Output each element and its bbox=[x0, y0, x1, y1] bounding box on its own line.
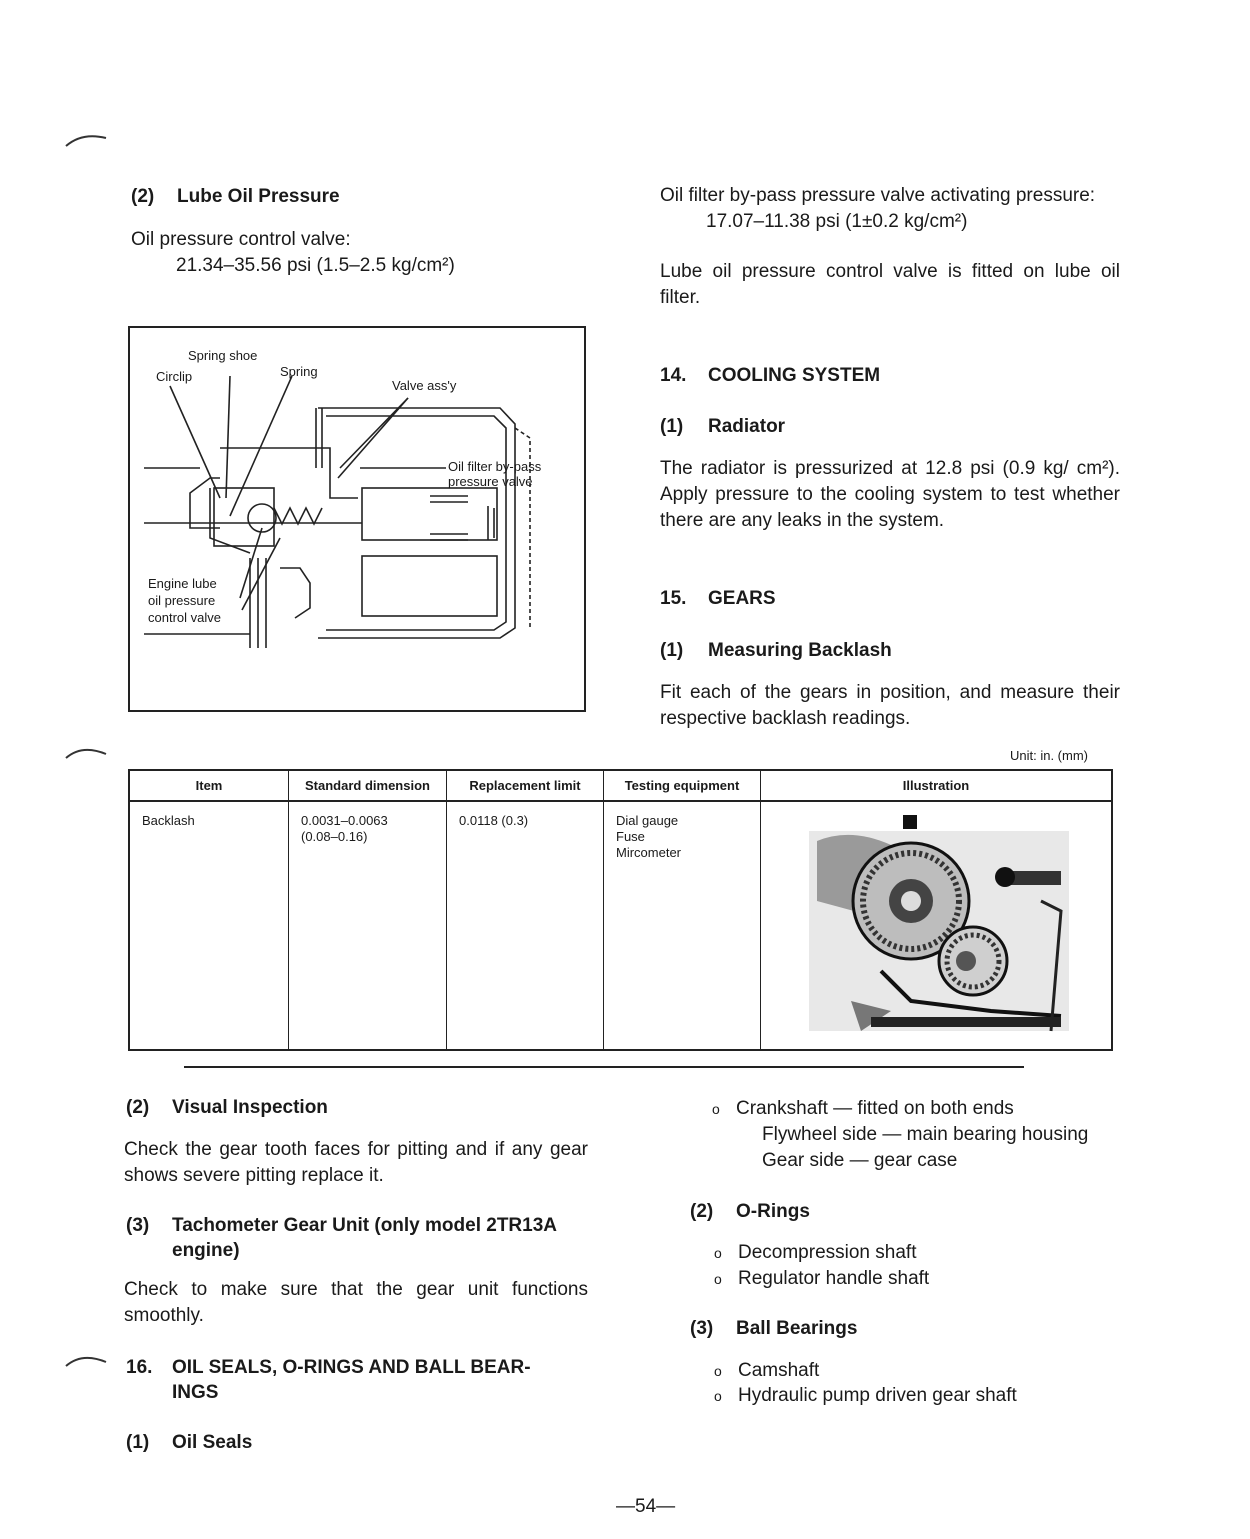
measuring-backlash-heading bbox=[660, 638, 892, 664]
equipment-item: Dial gauge bbox=[616, 813, 679, 828]
tachometer-text: Check to make sure that the gear unit functions smoothly. bbox=[124, 1279, 588, 1326]
label-spring-shoe: Spring shoe bbox=[188, 348, 258, 363]
section-number: (3) bbox=[690, 1318, 714, 1339]
equipment-item: Mircometer bbox=[616, 845, 682, 860]
label-bypass-line2: pressure valve bbox=[448, 474, 533, 489]
equipment-item: Fuse bbox=[616, 829, 645, 844]
oil-pressure-valve-value: 21.34–35.56 psi (1.5–2.5 kg/cm²) bbox=[176, 255, 455, 276]
visual-inspection-heading bbox=[126, 1095, 328, 1121]
section-title: Visual Inspection bbox=[172, 1097, 328, 1118]
section-title: GEARS bbox=[708, 588, 776, 609]
cell-item bbox=[130, 801, 289, 1049]
crankshaft-item bbox=[712, 1096, 1014, 1122]
backlash-text: Fit each of the gears in position, and measure their respective backlash readings. bbox=[660, 682, 1120, 729]
section-number: 14. bbox=[660, 365, 687, 386]
label-valve-assy: Valve ass'y bbox=[392, 378, 457, 393]
section-number: (3) bbox=[126, 1215, 150, 1236]
bullet-icon: o bbox=[714, 1388, 722, 1404]
std-dimension-mm: (0.08–0.16) bbox=[301, 829, 368, 844]
label-bypass-line1: Oil filter by-pass bbox=[448, 459, 542, 474]
section-title: Lube Oil Pressure bbox=[177, 186, 340, 207]
section-title: Radiator bbox=[708, 416, 786, 437]
section-number: 15. bbox=[660, 588, 687, 609]
limit-value: 0.0118 (0.3) bbox=[459, 813, 529, 828]
flywheel-side-text: Flywheel side — main bearing housing bbox=[762, 1124, 1089, 1145]
cell-standard-dimension bbox=[289, 801, 447, 1049]
bullet-icon: o bbox=[712, 1101, 720, 1117]
scan-mark-middle bbox=[64, 740, 110, 770]
scan-mark-top bbox=[64, 124, 110, 154]
o-rings-heading bbox=[690, 1199, 810, 1225]
page-number: —54— bbox=[616, 1496, 676, 1517]
cooling-system-heading bbox=[660, 363, 880, 389]
bullet-icon: o bbox=[714, 1245, 722, 1261]
item-value: Backlash bbox=[142, 813, 195, 828]
tachometer-heading bbox=[126, 1213, 557, 1239]
gear-side-text: Gear side — gear case bbox=[762, 1150, 958, 1171]
ball-bearing-text: Hydraulic pump driven gear shaft bbox=[738, 1385, 1017, 1406]
section-number: (2) bbox=[690, 1201, 714, 1222]
section-title: Tachometer Gear Unit (only model 2TR13A bbox=[172, 1215, 558, 1236]
oil-seals-section-heading-line2: INGS bbox=[172, 1382, 219, 1403]
section-number: 16. bbox=[126, 1357, 153, 1378]
oil-filter-valve-diagram bbox=[128, 326, 586, 712]
std-dimension-inch: 0.0031–0.0063 bbox=[301, 813, 388, 828]
scan-mark-bottom bbox=[64, 1348, 110, 1378]
section-number: (2) bbox=[131, 186, 155, 207]
tachometer-heading-line2: engine) bbox=[172, 1240, 240, 1261]
section-number: (2) bbox=[126, 1097, 150, 1118]
section-number: (1) bbox=[126, 1432, 150, 1453]
header-illustration: Illustration bbox=[902, 778, 970, 793]
section-divider bbox=[184, 1066, 1024, 1068]
label-engine-line2: oil pressure bbox=[148, 593, 216, 608]
lube-valve-note: Lube oil pressure control valve is fitted on lube oil filter. bbox=[660, 261, 1120, 308]
bullet-icon: o bbox=[714, 1271, 722, 1287]
crankshaft-text: Crankshaft — fitted on both ends bbox=[736, 1098, 1014, 1119]
backlash-spec-table bbox=[128, 769, 1113, 1051]
table-unit-note: Unit: in. (mm) bbox=[1010, 748, 1088, 763]
label-circlip: Circlip bbox=[156, 369, 193, 384]
gears-heading bbox=[660, 586, 776, 612]
oring-item bbox=[714, 1266, 929, 1292]
section-title: Ball Bearings bbox=[736, 1318, 858, 1339]
header-item: Item bbox=[130, 771, 289, 801]
label-engine-line3: control valve bbox=[148, 610, 221, 625]
cell-testing-equipment bbox=[604, 801, 761, 1049]
section-title: Measuring Backlash bbox=[708, 640, 892, 661]
header-standard-dimension: Standard dimension bbox=[289, 771, 447, 801]
oil-seals-section-heading bbox=[126, 1355, 531, 1381]
header-replacement-limit: Replacement limit bbox=[447, 771, 604, 801]
ball-bearing-item bbox=[714, 1358, 819, 1384]
section-number: (1) bbox=[660, 416, 684, 437]
ball-bearings-heading bbox=[690, 1316, 857, 1342]
oring-text: Regulator handle shaft bbox=[738, 1268, 930, 1289]
section-number: (1) bbox=[660, 640, 684, 661]
bullet-icon: o bbox=[714, 1363, 722, 1379]
label-engine-line1: Engine lube bbox=[148, 576, 217, 591]
gear-train-photo bbox=[761, 801, 1111, 1049]
label-spring: Spring bbox=[280, 364, 318, 379]
oring-item bbox=[714, 1240, 916, 1266]
section-title: Oil Seals bbox=[172, 1432, 253, 1453]
section-title: O-Rings bbox=[736, 1201, 810, 1222]
oring-text: Decompression shaft bbox=[738, 1242, 917, 1263]
bypass-pressure-label: Oil filter by-pass pressure valve activating pressure: bbox=[660, 185, 1096, 206]
header-testing-equipment: Testing equipment bbox=[604, 771, 761, 801]
radiator-heading bbox=[660, 414, 785, 440]
radiator-text: The radiator is pressurized at 12.8 psi (0.9 kg/ cm²). Apply pressure to the cooling system to test whether there are any leaks in the system. bbox=[660, 458, 1120, 531]
ball-bearing-text: Camshaft bbox=[738, 1360, 820, 1381]
cell-replacement-limit bbox=[447, 801, 604, 1049]
oil-seals-heading bbox=[126, 1430, 252, 1456]
cell-illustration bbox=[761, 801, 1111, 1049]
visual-inspection-text: Check the gear tooth faces for pitting and if any gear shows severe pitting replace it. bbox=[124, 1139, 588, 1186]
lube-oil-pressure-heading bbox=[131, 184, 340, 210]
valve-cross-section-drawing bbox=[130, 328, 584, 710]
section-title: OIL SEALS, O-RINGS AND BALL BEAR- bbox=[172, 1357, 531, 1378]
ball-bearing-item bbox=[714, 1383, 1017, 1409]
section-title: COOLING SYSTEM bbox=[708, 365, 881, 386]
oil-pressure-valve-label: Oil pressure control valve: bbox=[131, 229, 351, 250]
bypass-pressure-value: 17.07–11.38 psi (1±0.2 kg/cm²) bbox=[706, 211, 968, 232]
